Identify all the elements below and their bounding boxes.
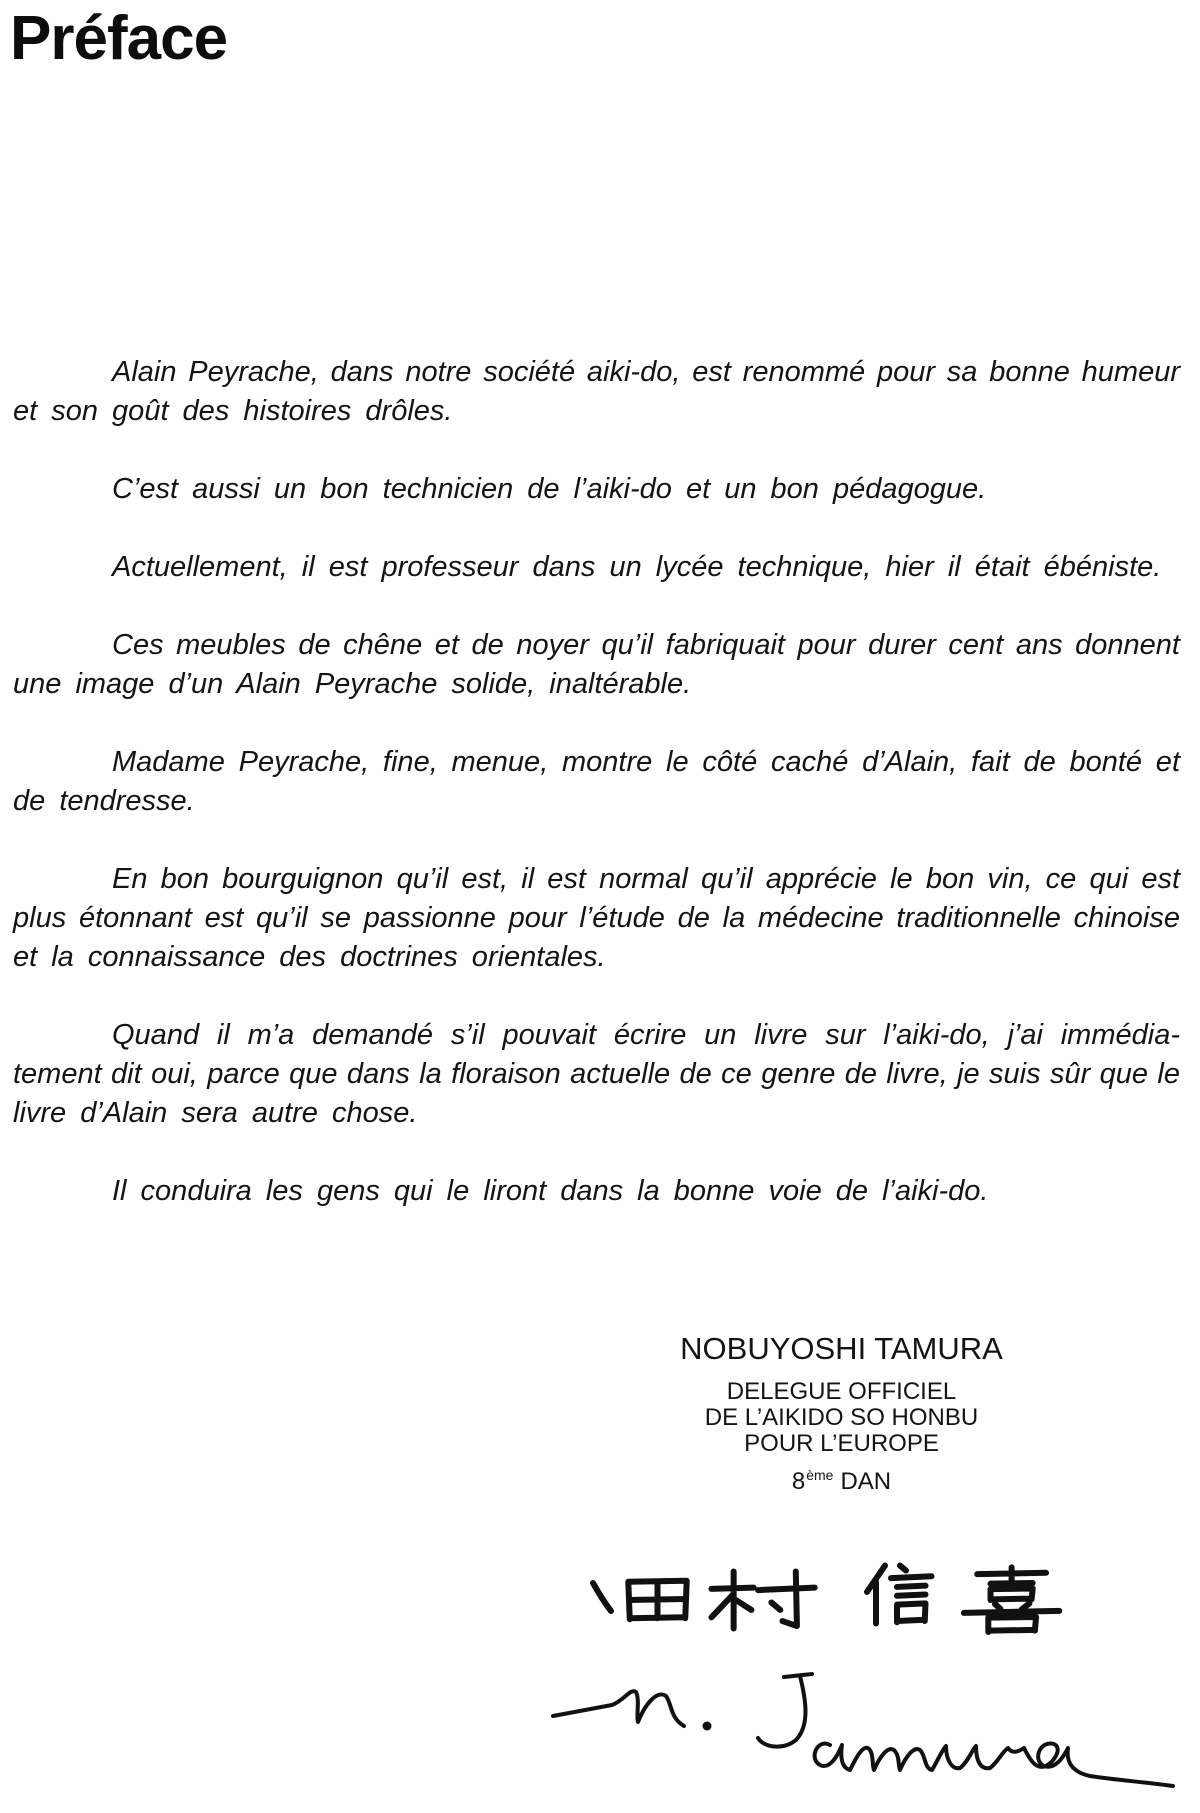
signature-cursive-stroke <box>815 1743 1173 1786</box>
paragraph-line: et son goût des histoires drôles. <box>13 395 453 427</box>
paragraph-line: une image d’un Alain Peyrache solide, inaltérable. <box>13 668 692 700</box>
paragraph <box>13 470 1180 509</box>
kanji-glyph <box>867 1566 932 1624</box>
paragraph <box>13 1172 1180 1211</box>
paragraph <box>13 743 1180 821</box>
preface-body <box>13 353 1180 1250</box>
signature-dot <box>703 1722 712 1731</box>
paragraph-line: Ces meubles de chêne et de noyer qu’il fabriquait pour durer cent ans donnent <box>112 629 1180 661</box>
signature-kanji <box>593 1566 1059 1632</box>
paragraph-line: livre d’Alain sera autre chose. <box>13 1097 418 1129</box>
paragraph <box>13 860 1180 977</box>
signature-initial-stroke <box>553 1691 684 1726</box>
paragraph <box>13 548 1180 587</box>
author-name: NOBUYOSHI TAMURA <box>680 1331 1003 1366</box>
kanji-glyph <box>628 1581 686 1619</box>
paragraph-line: de tendresse. <box>13 785 195 817</box>
kanji-glyph <box>711 1571 814 1628</box>
paragraph-line: Il conduira les gens qui le liront dans la bonne voie de l’aiki-do. <box>112 1175 989 1207</box>
kanji-glyph <box>964 1567 1059 1632</box>
signature-romaji <box>553 1674 1173 1786</box>
kanji-lead-stroke <box>593 1583 611 1611</box>
rank-label: DAN <box>840 1468 892 1495</box>
page-title: Préface <box>10 4 228 73</box>
paragraph <box>13 626 1180 704</box>
paragraph-line: En bon bourguignon qu’il est, il est normal qu’il apprécie le bon vin, ce qui est <box>112 863 1180 895</box>
author-rank <box>641 1467 1042 1495</box>
author-title-line: DE L’AIKIDO SO HONBU <box>704 1404 979 1431</box>
author-title-line: POUR L’EUROPE <box>744 1430 939 1457</box>
paragraph-line: C’est aussi un bon technicien de l’aiki-do et un bon pédagogue. <box>112 473 987 505</box>
signature-capital-stroke <box>758 1674 812 1747</box>
paragraph-line: Quand il m’a demandé s’il pouvait écrire un livre sur l’aiki-do, j’ai immédia- <box>112 1019 1180 1051</box>
paragraph-line: Actuellement, il est professeur dans un lycée technique, hier il était ébéniste. <box>112 551 1162 583</box>
paragraph-line: tement dit oui, parce que dans la floraison actuelle de ce genre de livre, je suis sûr que le <box>13 1058 1180 1090</box>
paragraph-line: plus étonnant est qu’il se passionne pour l’étude de la médecine traditionnelle chinoise <box>13 902 1180 934</box>
paragraph-line: Madame Peyrache, fine, menue, montre le côté caché d’Alain, fait de bonté et <box>112 746 1180 778</box>
rank-number: 8 <box>791 1468 806 1495</box>
author-title-line: DELEGUE OFFICIEL <box>726 1378 957 1405</box>
paragraph-line: et la connaissance des doctrines orientales. <box>13 941 606 973</box>
paragraph-line: Alain Peyrache, dans notre société aiki-do, est renommé pour sa bonne humeur <box>112 356 1180 388</box>
rank-superscript: ème <box>806 1467 834 1483</box>
paragraph <box>13 353 1180 431</box>
paragraph <box>13 1016 1180 1133</box>
